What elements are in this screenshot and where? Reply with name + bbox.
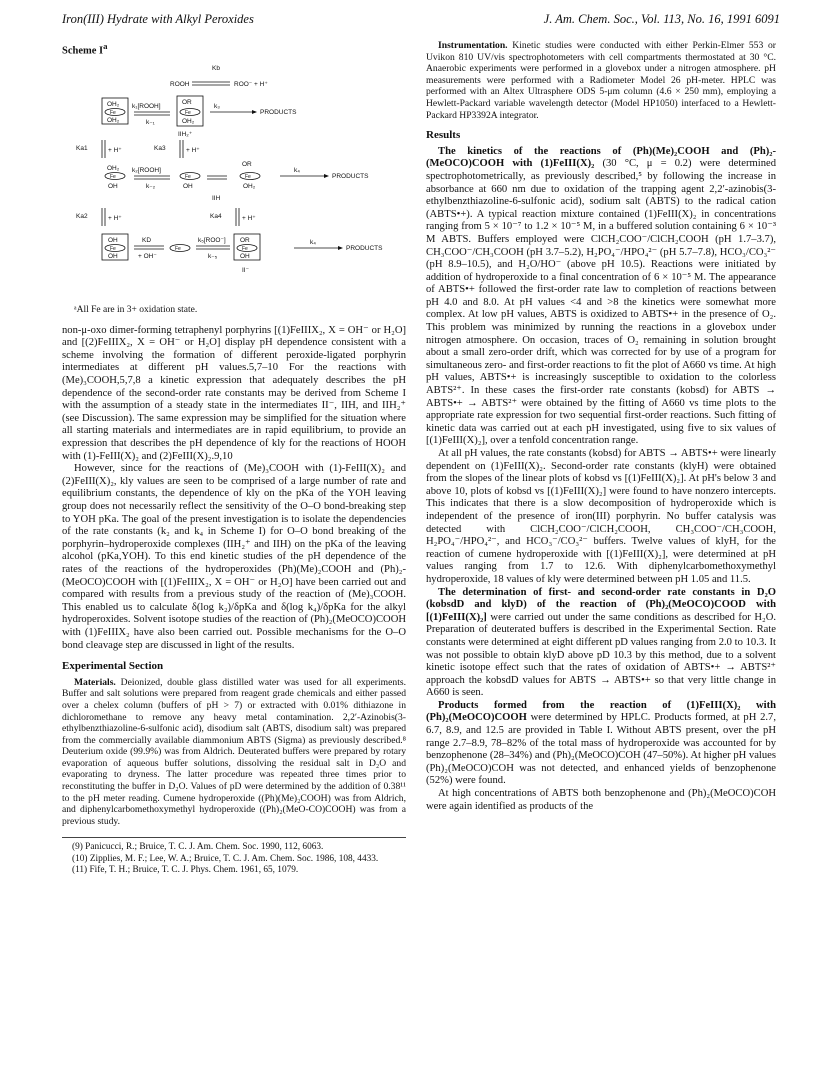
results-heading: Results — [426, 129, 461, 142]
results-paragraph-2: At all pH values, the rate constants (kobsd) for ABTS → ABTS•+ were linearly dependent on (1)FeIII(X)₂. Second-order rate constants (klyH) were obtained from the slopes of the linear plots of kobsd vs [(1)FeIII(X)₂]. At pH's below 3 and above 10, plots of kobsd vs [(1)FeIII(X)₂] were found to have nonzero intercepts. This indicates that there is a slow decomposition of hydroperoxide which is independent of the presence of iron(III) porphyrin. No buffer catalysis was detected with ClCH₂COO⁻/ClCH₂COOH, CH₃COO⁻/CH₃COOH, H₂PO₄⁻/HPO₄²⁻, and HCO₃⁻/CO₃²⁻ buffers. Twelve values of klyH, for the reaction of cumene hydroperoxide with [(1)FeIII(X)₂], were determined at pH values ranging from 1.7 to 12.6. With diphenylcarbomethoxymethyl hydroperoxide, 18 values of kly were determined between pH 1.05 and 11.5. — [426, 448, 776, 585]
reference-10: (10) Zipplies, M. F.; Lee, W. A.; Bruice, T. C. J. Am. Chem. Soc. 1986, 108, 4433. — [72, 853, 379, 864]
kd-label: KD — [142, 237, 152, 245]
svg-text:OH₂: OH₂ — [243, 183, 256, 191]
svg-text:Fe: Fe — [245, 174, 251, 181]
svg-text:OH₂: OH₂ — [182, 118, 195, 126]
instrumentation-paragraph — [426, 40, 776, 121]
rooh-label: ROOH — [170, 81, 190, 89]
instrumentation-text: Kinetic studies were conducted with either Perkin-Elmer 553 or Uvikon 810 UV/vis spectrophotometers with cell compartments thermostated at 30 °C. Anaerobic experiments were performed in a glovebox under a nitrogen atmosphere. pH measurements were performed with a Radiometer Model 26 pH-meter. HPLC was performed with an Altex Ultrasphere ODS 5-μm column (4.6 × 250 mm), employing a Hewlett-Packard variable wavelength detector (Model HP1050) interfaced to a Hewlett-Packard HP3392A integrator. — [426, 40, 776, 121]
ka3-label: Ka3 — [154, 145, 166, 153]
scheme-footnote: ᵃAll Fe are in 3+ oxidation state. — [74, 305, 198, 316]
running-header-right: J. Am. Chem. Soc., Vol. 113, No. 16, 1991 6091 — [543, 12, 780, 26]
materials-paragraph — [62, 677, 406, 828]
instrumentation-lead: Instrumentation. — [438, 40, 508, 51]
products-label-1: PRODUCTS — [260, 109, 297, 117]
results-paragraph-1: The kinetics of the reactions of (Ph)(Me)₂COOH and (Ph)₂-(MeOCO)COOH with (1)FeIII(X)₂ (30 °C, μ = 0.2) were determined spectrophotometrically, as previously described,⁵ by following the increase in absorbance at 660 nm due to oxidation of the trapping agent 2,2′-azinobis(3-ethylbenzthiazoline-6-sulfonic acid), sodium salt (ABTS) to the radical cation (ABTS•+). A typical reaction mixture contained (1)FeIII(X)₂ in concentrations ranging from 5 × 10⁻⁷ to 1.2 × 10⁻⁵ M, in a buffered solution containing 6 × 10⁻³ M ABTS. Buffers employed were ClCH₂COO⁻/ClCH₂COOH (pH 1.7–3.7), CH₃COO⁻/CH₃COOH (pH 3.7–5.2), H₂PO₄⁻/HPO₄²⁻ (pH 5.7–7.8), HCO₃/CO₃²⁻ (pH 8.9–10.5), and H₂O/HO⁻ (above pH 10.5). Reactions were initiated by addition of hydroperoxide to a final concentration of 6 × 10⁻⁵ M. The appearance of ABTS•+ followed the first-order rate law to completion of reactions between pH 4.0 and 8.0. At pH values <4 and >8 the kinetics were somewhat more complex. At low pH values, ABTS is oxidized to ABTS•+ in the presence of O₂. This problem was minimized by running the reactions in a glovebox under nitrogen atmosphere. On occasion, traces of O₂ remaining in solution brought about a small zero-order drift, which was corrected for by use of a program for simultaneous zero- and first-order reactions to fit the plot of A660 vs time. At high pH values, ABTS•+ is increasingly susceptible to oxidation to the colorless ABTS²⁺. In these cases the first-order rate constants (kobsd) for ABTS → ABTS•+ → ABTS²⁺ were obtained by the fitting of A660 vs time plots to the appropriate rate expression for two sequential first-order reactions. Such fitting of kinetic data was carried out at each pH investigated, using five to six values of [(1)FeIII(X)₂], over a tenfold concentration range. — [426, 145, 776, 447]
svg-text:+ OH⁻: + OH⁻ — [138, 253, 157, 261]
right-column — [426, 40, 776, 813]
iih2-label: IIH₂⁺ — [178, 131, 193, 139]
reaction-scheme-diagram — [62, 62, 406, 302]
kb-label: Kb — [212, 65, 220, 73]
svg-text:+ H⁺: + H⁺ — [242, 215, 256, 223]
ii-label: II⁻ — [242, 267, 250, 275]
svg-text:OH₂: OH₂ — [107, 165, 120, 173]
ka1-label: Ka1 — [76, 145, 88, 153]
roo-label: ROO⁻ + H⁺ — [234, 81, 268, 89]
materials-lead: Materials. — [74, 676, 116, 688]
k3-label: k₃ — [214, 103, 220, 111]
svg-text:OH₂: OH₂ — [107, 101, 120, 109]
svg-text:Fe: Fe — [110, 246, 116, 253]
reaction-scheme — [62, 62, 406, 302]
svg-text:Fe: Fe — [185, 174, 191, 181]
ka4-label: Ka4 — [210, 213, 222, 221]
svg-text:Fe: Fe — [185, 110, 191, 117]
left-column — [62, 40, 406, 876]
scheme-title: Scheme $I^a$ — [62, 41, 108, 57]
svg-text:Fe: Fe — [110, 174, 116, 181]
svg-text:Fe: Fe — [175, 246, 181, 253]
reference-11: (11) Fife, T. H.; Bruice, T. C. J. Phys. Chem. 1961, 65, 1079. — [72, 864, 299, 875]
ka2-label: Ka2 — [76, 213, 88, 221]
materials-text: Deionized, double glass distilled water was used for all experiments. Buffer and salt solutions were prepared from reagent grade chemicals and either passed over a chelex column (buffers of pH > 7) or extracted with 0.01% dithiazone in dichloromethane to remove any heavy metal contamination. 2,2′-Azinobis(3-ethylbenzthiazoline-6-sulfonic acid), disodium salt (ABTS, disodium salt) was prepared from the commercially available diammonium ABTS (Sigma) as previously described.⁸ Deuterium oxide (99.9%) was from Aldrich. Deuterated buffers were prepared by rotary evaporation of aqueous buffer solutions, dissolving the residual salt in D₂O and evaporating to dryness. The latter procedure was repeated three times prior to reconstituting the buffer in D₂O. Values of pD were determined by the addition of 0.38¹¹ to the pH meter reading. Cumene hydroperoxide ((Ph)(Me)₂COOH) was from Aldrich, and diphenylcarbomethoxymethyl hydroperoxide ((Ph)₂(MeO-CO)COOH) was from a previous study. — [62, 676, 406, 827]
svg-text:OR: OR — [242, 161, 252, 169]
svg-text:OH: OH — [108, 183, 118, 191]
svg-text:OH: OH — [183, 183, 193, 191]
products-label-3: PRODUCTS — [346, 245, 383, 253]
products-label-2: PRODUCTS — [332, 173, 369, 181]
km5-label: k₋₅ — [208, 253, 218, 261]
svg-text:+ H⁺: + H⁺ — [108, 215, 122, 223]
svg-text:Fe: Fe — [110, 110, 116, 117]
results-paragraph-3: The determination of first- and second-order rate constants in D₂O (kobsdD and klyD) of the reaction of (Ph)₂(MeOCO)COOD with [(1)FeIII(X)₂] were carried out under the same conditions as described for H₂O. Preparation of deuterated buffers is described in the Experimental Section. Rate constants were determined at eight different pD values ranging from 2.0 to 10.3. It was not possible to obtain klyD above pD 10.3 by this method, due to a solvent kinetic isotope effect such that the rates of oxidation of ABTS•+ → ABTS²⁺ approach the kobsdD values for ABTS → ABTS•+ so that very little change in A660 is seen. — [426, 586, 776, 699]
k6-label: k₄ — [310, 239, 316, 247]
svg-text:OH: OH — [108, 253, 118, 261]
svg-text:OR: OR — [182, 99, 192, 107]
km1-label: k₋₁ — [146, 119, 155, 127]
references — [62, 837, 406, 876]
intro-paragraph-2: However, since for the reactions of (Me)₃COOH with (1)-FeIII(X)₂ and (2)FeIII(X)₂, kly values are seen to be comprised of a large number of rate and equilibrium constants, the dependence of kly on the pKa of the YOH leaving group does not necessarily reflect the sensitivity of the O–O bond-breaking step to YOH pKa. The goal of the present investigation is to isolate the dependencies of the rate constants (k₂ and k₄ in Scheme I) for O–O bond breaking of the porphyrin–hydroperoxide complexes (IIH₂⁺ and IIH) on the pKa of the leaving alcohol (pKa,YOH). To this end kinetic studies of the pH dependence of the rates of the reactions of the hydroperoxides (Ph)(Me)₂COOH and (Ph)₂-(MeOCO)COOH with [(1)FeIIIX₂, X = OH⁻ or H₂O] have been carried out and compared with results from a previous study of the reaction of (Me)₃COOH. This enabled us to calculate δ(log k₂)/δpKa and δ(log k₄)/δpKa for the alkyl hydroperoxides. Solvent isotope studies of the reaction of (Ph)₂(MeOCO)COOH with (1)FeIIIX₂ have also been carried out. Possible mechanisms for the O–O bond cleavage step are discussed in light of the results. — [62, 463, 406, 651]
svg-text:Fe: Fe — [242, 246, 248, 253]
k2-label: k₂[ROOH] — [132, 167, 161, 175]
svg-text:OH₂: OH₂ — [107, 117, 120, 125]
intro-paragraph-1: non-μ-oxo dimer-forming tetraphenyl porphyrins [(1)FeIIIX₂, X = OH⁻ or H₂O] and [(2)FeIIIX₂, X = OH⁻ or H₂O] display pH dependence consistent with a scheme involving the formation of different peroxide-ligated porphyrin intermediates at different pH values.5,7–10 For the reactions with (Me)₃COOH,5,7,8 a kinetic expression that adequately describes the pH dependence of the second-order rate constants may be derived from Scheme I with the assumption of a steady state in the intermediates II⁻, IIH, and IIH₂⁺ (see Discussion). The same expression may be simplified for the situation where all starting materials and intermediates are in rapid equilibrium, to provide an expression that describes the pH dependence of kly for the reactions of HOOH with (1)-FeIII(X)₂ and (2)FeIII(X)₂.9,10 — [62, 324, 406, 462]
k1-label: k₁[ROOH] — [132, 103, 161, 111]
svg-text:+ H⁺: + H⁺ — [108, 147, 122, 155]
iih-label: IIH — [212, 195, 221, 203]
svg-text:OH: OH — [108, 237, 118, 245]
reference-9: (9) Panicucci, R.; Bruice, T. C. J. Am. Chem. Soc. 1990, 112, 6063. — [72, 842, 324, 853]
results-paragraph-5: At high concentrations of ABTS both benzophenone and (Ph)₂(MeOCO)COH were again identified as products of the — [426, 788, 776, 812]
k4-label: k₄ — [294, 167, 300, 175]
svg-text:OR: OR — [240, 237, 250, 245]
svg-text:+ H⁺: + H⁺ — [186, 147, 200, 155]
km2-label: k₋₂ — [146, 183, 156, 191]
k5-label: k₅[ROO⁻] — [198, 237, 226, 245]
svg-text:OH: OH — [240, 253, 250, 261]
running-header-left: Iron(III) Hydrate with Alkyl Peroxides — [62, 12, 254, 26]
results-paragraph-4: Products formed from the reaction of (1)FeIII(X)₂ with (Ph)₂(MeOCO)COOH were determined by HPLC. Products formed, at pH 2.7, 6.7, 8.9, and 12.5 are provided in Table I. Without ABTS present, over the pH range 2.7–8.9, 78–82% of the total mass of hydroperoxide was accounted for by benzophenone (28–34%) and (Ph)₂(MeOCO)COH (47–50%). At higher pH values (Ph)₂(MeOCO)COH was not detected, and enhanced yields of benzophenone (52%) were found. — [426, 699, 777, 787]
experimental-heading: Experimental Section — [62, 660, 164, 673]
